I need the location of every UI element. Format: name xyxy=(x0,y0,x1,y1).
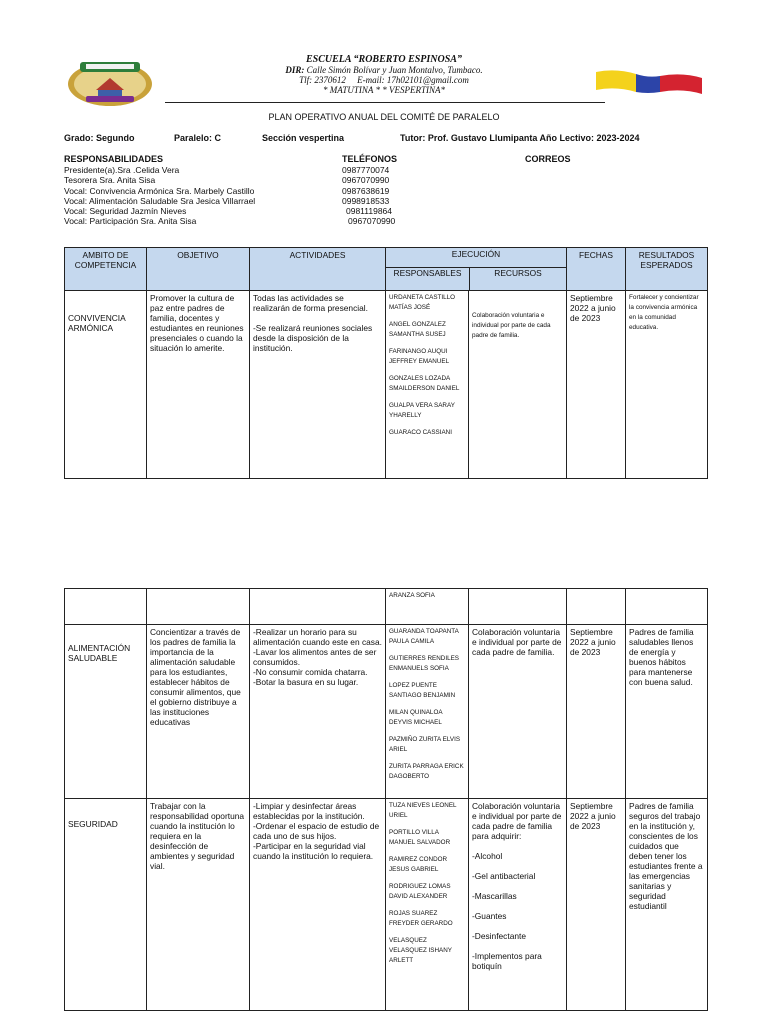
responsable-name: ROJAS SUAREZ FREYDER GERARDO xyxy=(389,910,453,927)
col-header-recursos: RECURSOS xyxy=(494,268,542,278)
recurso-item: Colaboración voluntaria e individual por parte de cada padre de familia para adquirir: xyxy=(472,801,562,841)
resultados-cell xyxy=(626,589,708,625)
phone-item: 0987638619 xyxy=(342,185,390,196)
role-item: Vocal: Participación Sra. Anita Sisa xyxy=(64,216,197,227)
role-item: Vocal: Seguridad Jazmín Nieves xyxy=(64,206,187,217)
objetivo-cell: Promover la cultura de paz entre padres de familia, docentes y estudiantes en reuniones presenciales o cuando la situación lo amerite. xyxy=(147,291,250,479)
school-shifts: * MATUTINA * * VESPERTINA* xyxy=(323,85,445,95)
recurso-item: -Guantes xyxy=(472,911,507,921)
col-header-objetivo: OBJETIVO xyxy=(147,248,250,291)
ambito-cell: CONVIVENCIA ARMÓNICA xyxy=(65,291,147,479)
responsable-name: LOPEZ PUENTE SANTIAGO BENJAMIN xyxy=(389,682,456,699)
tutor-label: Tutor: Prof. Gustavo Llumipanta Año Lectivo: 2023-2024 xyxy=(400,133,640,143)
plan-table-page-2 xyxy=(64,588,708,1011)
col-header-responsables: RESPONSABLES xyxy=(386,268,470,290)
fechas-cell: Septiembre 2022 a junio de 2023 xyxy=(567,799,626,1011)
col-header-actividades: ACTIVIDADES xyxy=(250,248,386,291)
phone-item: 0998918533 xyxy=(342,195,390,206)
table-row xyxy=(65,625,708,799)
actividad-item: -Realizar un horario para su alimentación cuando este en casa. xyxy=(253,627,382,647)
recursos-cell: Colaboración voluntaria e individual por parte de cada padre de familia. xyxy=(469,625,567,799)
objetivo-cell xyxy=(147,589,250,625)
school-email: E-mail: 17h02101@gmail.com xyxy=(357,75,469,85)
phone-item: 0987770074 xyxy=(342,165,390,175)
responsable-name: GONZALES LOZADA SMAILDERSON DANIEL xyxy=(389,375,460,392)
responsable-name: ANGEL GONZALEZ SAMANTHA SUSEJ xyxy=(389,321,446,338)
actividad-item: -Se realizará reuniones sociales desde la disposición de la institución. xyxy=(253,323,373,353)
seccion-label: Sección vespertina xyxy=(262,133,345,143)
table-row xyxy=(65,291,708,479)
actividades-cell xyxy=(250,799,386,1011)
responsables-cell xyxy=(386,589,469,625)
ejecucion-subheaders xyxy=(386,267,566,290)
recurso-item: -Gel antibacterial xyxy=(472,871,536,881)
school-phone: Tlf: 2370612 xyxy=(299,75,346,85)
ejecucion-label: EJECUCIÓN xyxy=(451,249,501,259)
role-item: Tesorera Sra. Anita Sisa xyxy=(64,175,156,186)
recursos-cell xyxy=(469,799,567,1011)
plan-table-page-1 xyxy=(64,247,708,479)
objetivo-cell: Trabajar con la responsabilidad oportuna cuando la institución lo requiera en la desinfección de ambientes y seguridad vial. xyxy=(147,799,250,1011)
responsable-name: ARANZA SOFIA xyxy=(389,592,435,599)
actividad-item: -No consumir comida chatarra. xyxy=(253,667,368,677)
recursos-cell: Colaboración voluntaria e individual por parte de cada padre de familia. xyxy=(469,291,567,479)
fechas-cell: Septiembre 2022 a junio de 2023 xyxy=(567,625,626,799)
table-row xyxy=(65,799,708,1011)
phone-item: 0967070990 xyxy=(348,216,396,227)
actividad-item: -Participar en la seguridad vial cuando la institución lo requiera. xyxy=(253,841,374,861)
actividad-item: -Limpiar y desinfectar áreas establecidas por la institución. xyxy=(253,801,365,821)
responsable-name: VELASQUEZ VELASQUEZ ISHANY ARLETT xyxy=(389,937,452,964)
col-header-resultados: RESULTADOS ESPERADOS xyxy=(626,248,708,291)
table-row xyxy=(65,589,708,625)
ambito-cell: ALIMENTACIÓN SALUDABLE xyxy=(65,625,147,799)
col-header-ejecucion xyxy=(386,248,567,291)
responsable-name: MILAN QUINALOA DEYVIS MICHAEL xyxy=(389,709,443,726)
objetivo-cell: Concientizar a través de los padres de familia la importancia de la alimentación saludable para los estudiantes, establecer hábitos de consumir alimentos, que el gobierno distribuye a las instituciones educativas xyxy=(147,625,250,799)
recurso-item: -Desinfectante xyxy=(472,931,526,941)
phones-list xyxy=(342,165,395,227)
actividad-item: -Botar la basura en su lugar. xyxy=(253,677,359,687)
actividad-item: -Ordenar el espacio de estudio de cada uno de sus hijos. xyxy=(253,821,380,841)
role-item: Vocal: Alimentación Saludable Sra Jesica Villarrael xyxy=(64,195,256,206)
school-address: Calle Simón Bolívar y Juan Montalvo, Tumbaco. xyxy=(306,65,483,75)
recursos-cell xyxy=(469,589,567,625)
actividades-cell xyxy=(250,291,386,479)
responsable-name: URDANETA CASTILLO MATÍAS JOSÉ xyxy=(389,294,456,311)
col-header-ambito: AMBITO DE COMPETENCIA xyxy=(65,248,147,291)
actividades-cell xyxy=(250,625,386,799)
ambito-cell xyxy=(65,589,147,625)
responsabilidades-heading: RESPONSABILIDADES xyxy=(64,154,164,164)
ambito-cell: SEGURIDAD xyxy=(65,799,147,1011)
paralelo-label: Paralelo: C xyxy=(174,133,222,143)
responsable-name: ZURITA PARRAGA ERICK DAGOBERTO xyxy=(389,763,464,780)
fechas-cell xyxy=(567,589,626,625)
header-rule xyxy=(165,102,605,103)
responsable-name: FARINANGO AUQUI JEFFREY EMANUEL xyxy=(389,348,450,365)
dir-label: DIR: xyxy=(285,65,305,75)
actividades-cell xyxy=(250,589,386,625)
resultados-cell: Padres de familia seguros del trabajo en la institución y, conscientes de los cuidados que deben tener los estudiantes frente a las emergencias sanitarias y seguridad estudiantil xyxy=(626,799,708,1011)
responsable-name: PAZMIÑO ZURITA ELVIS ARIEL xyxy=(389,736,461,753)
telefonos-heading: TELÉFONOS xyxy=(342,154,398,164)
responsable-name: PORTILLO VILLA MANUEL SALVADOR xyxy=(389,829,451,846)
responsable-name: GUTIERRES RENDILES ENMANUELS SOFIA xyxy=(389,655,459,672)
correos-heading: CORREOS xyxy=(525,154,571,164)
responsables-cell xyxy=(386,625,469,799)
role-item: Vocal: Convivencia Armónica Sra. Marbely Castillo xyxy=(64,185,255,196)
col-header-fechas: FECHAS xyxy=(567,248,626,291)
responsable-name: RODRIGUEZ LOMAS DAVID ALEXANDER xyxy=(389,883,451,900)
role-item: Presidente(a).Sra .Celida Vera xyxy=(64,165,180,175)
grado-label: Grado: Segundo xyxy=(64,133,135,143)
responsable-name: GUARACO CASSIANI xyxy=(389,429,452,436)
responsables-cell xyxy=(386,291,469,479)
resultados-cell: Padres de familia saludables llenos de energía y buenos hábitos para mantenerse con buena salud. xyxy=(626,625,708,799)
school-name: ESCUELA “ROBERTO ESPINOSA” xyxy=(306,54,462,65)
phone-item: 0967070990 xyxy=(342,175,390,186)
recurso-item: -Implementos para botiquín xyxy=(472,951,542,971)
flag-icon xyxy=(596,70,702,94)
resultados-cell: Fortalecer y concientizar la convivencia armónica en la comunidad educativa. xyxy=(626,291,708,479)
table-header-row xyxy=(65,248,708,291)
responsables-cell xyxy=(386,799,469,1011)
responsable-name: RAMIREZ CONDOR JESUS GABRIEL xyxy=(389,856,448,873)
plan-title: PLAN OPERATIVO ANUAL DEL COMITÉ DE PARALELO xyxy=(268,112,500,122)
responsable-name: GUARANDA TOAPANTA PAULA CAMILA xyxy=(389,628,459,645)
actividad-item: Todas las actividades se realizarán de forma presencial. xyxy=(253,293,368,313)
recurso-item: -Mascarillas xyxy=(472,891,517,901)
responsable-name: GUALPA VERA SARAY YHARELLY xyxy=(389,402,455,419)
roles-list xyxy=(64,165,255,227)
phone-item: 0981119864 xyxy=(346,206,393,217)
actividad-item: -Lavar los alimentos antes de ser consumidos. xyxy=(253,647,377,667)
responsable-name: TUZA NIEVES LEONEL URIEL xyxy=(389,802,457,819)
fechas-cell: Septiembre 2022 a junio de 2023 xyxy=(567,291,626,479)
recurso-item: -Alcohol xyxy=(472,851,503,861)
